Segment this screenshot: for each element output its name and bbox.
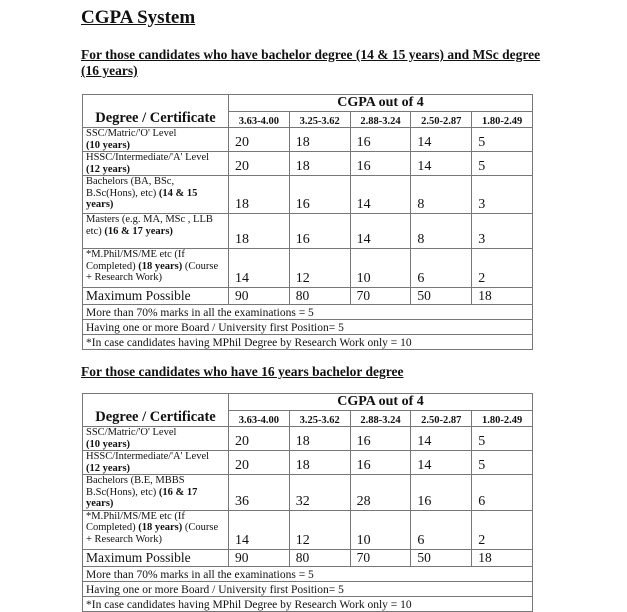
points-cell: 20 <box>229 451 290 475</box>
points-cell: 14 <box>229 249 290 288</box>
degree-label-part: SSC/Matric/'O' Level <box>86 427 177 438</box>
points-cell: 5 <box>472 427 533 451</box>
cgpa-header: CGPA out of 4 <box>229 95 533 112</box>
points-cell: 18 <box>289 152 350 176</box>
degree-cell <box>83 152 229 176</box>
points-cell: 20 <box>229 128 290 152</box>
maximum-value: 50 <box>411 549 472 566</box>
points-cell: 18 <box>229 176 290 214</box>
degree-cell <box>83 451 229 475</box>
table-row <box>83 451 533 475</box>
points-cell: 14 <box>229 510 290 549</box>
points-cell: 2 <box>472 249 533 288</box>
points-cell: 6 <box>472 475 533 511</box>
points-cell: 18 <box>229 214 290 249</box>
degree-cell <box>83 214 229 249</box>
maximum-value: 18 <box>472 549 533 566</box>
points-cell: 14 <box>411 451 472 475</box>
points-cell: 16 <box>411 475 472 511</box>
degree-label-part: HSSC/Intermediate/'A' Level <box>86 152 210 163</box>
points-cell: 10 <box>350 510 411 549</box>
points-cell: 18 <box>289 451 350 475</box>
points-cell: 3 <box>472 214 533 249</box>
note-text: More than 70% marks in all the examinations = 5 <box>83 566 533 581</box>
points-cell: 5 <box>472 128 533 152</box>
degree-cell <box>83 128 229 152</box>
degree-label-part: (16 & 17 years) <box>104 225 173 237</box>
degree-cell <box>83 475 229 511</box>
degree-label-part: (10 years) <box>86 139 131 151</box>
points-cell: 16 <box>350 128 411 152</box>
degree-label-part: (Course + Research Work) <box>86 260 219 283</box>
cgpa-range: 2.50-2.87 <box>411 112 472 128</box>
maximum-row <box>83 288 533 305</box>
degree-label-part: Bachelors (BA, BSc, B.Sc(Hons), etc) <box>86 176 175 199</box>
maximum-value: 50 <box>411 288 472 305</box>
note-row <box>83 581 533 596</box>
points-cell: 6 <box>411 510 472 549</box>
maximum-value: 90 <box>229 549 290 566</box>
points-cell: 14 <box>350 176 411 214</box>
degree-label-part: (16 & 17 years) <box>86 486 198 509</box>
points-cell: 16 <box>350 427 411 451</box>
points-cell: 14 <box>350 214 411 249</box>
maximum-value: 18 <box>472 288 533 305</box>
maximum-value: 80 <box>289 549 350 566</box>
section-1-subtitle: For those candidates who have bachelor degree (14 & 15 years) and MSc degree (16 years) <box>81 47 541 78</box>
maximum-label: Maximum Possible <box>83 549 229 566</box>
degree-label-part: SSC/Matric/'O' Level <box>86 128 177 139</box>
degree-label-part: (14 & 15 years) <box>86 187 198 210</box>
points-cell: 20 <box>229 152 290 176</box>
points-cell: 14 <box>411 128 472 152</box>
header-row <box>83 394 533 411</box>
degree-label-part: (18 years) <box>138 522 183 533</box>
degree-label-part: (10 years) <box>86 438 131 450</box>
maximum-value: 70 <box>350 288 411 305</box>
points-cell: 18 <box>289 427 350 451</box>
degree-label-part: *M.Phil/MS/ME etc (If Completed) <box>86 510 185 533</box>
points-cell: 32 <box>289 475 350 511</box>
points-cell: 16 <box>350 152 411 176</box>
points-cell: 16 <box>289 176 350 214</box>
table-row <box>83 475 533 511</box>
cgpa-range: 1.80-2.49 <box>472 411 533 427</box>
cgpa-range: 3.63-4.00 <box>229 112 290 128</box>
points-cell: 5 <box>472 152 533 176</box>
points-cell: 12 <box>289 249 350 288</box>
note-text: Having one or more Board / University first Position= 5 <box>83 320 533 335</box>
cgpa-range: 3.25-3.62 <box>289 411 350 427</box>
points-cell: 36 <box>229 475 290 511</box>
points-cell: 8 <box>411 176 472 214</box>
points-cell: 5 <box>472 451 533 475</box>
degree-label-part: HSSC/Intermediate/'A' Level <box>86 451 210 462</box>
cgpa-header: CGPA out of 4 <box>229 394 533 411</box>
note-row <box>83 566 533 581</box>
cgpa-range: 3.63-4.00 <box>229 411 290 427</box>
degree-label-part: Bachelors (B.E, MBBS B.Sc(Hons), etc) <box>86 475 185 498</box>
cgpa-table-1 <box>82 94 533 350</box>
page-title: CGPA System <box>81 7 196 28</box>
table-row <box>83 427 533 451</box>
note-row <box>83 320 533 335</box>
degree-cell <box>83 249 229 288</box>
points-cell: 20 <box>229 427 290 451</box>
header-row <box>83 95 533 112</box>
degree-header: Degree / Certificate <box>83 394 229 427</box>
degree-cell <box>83 176 229 214</box>
points-cell: 14 <box>411 427 472 451</box>
degree-label-part: *M.Phil/MS/ME etc (If Completed) <box>86 249 185 272</box>
points-cell: 14 <box>411 152 472 176</box>
degree-label-part: (12 years) <box>86 462 131 474</box>
points-cell: 6 <box>411 249 472 288</box>
points-cell: 16 <box>350 451 411 475</box>
table-row <box>83 249 533 288</box>
note-row <box>83 305 533 320</box>
points-cell: 3 <box>472 176 533 214</box>
note-text: *In case candidates having MPhil Degree by Research Work only = 10 <box>83 335 533 350</box>
table-row <box>83 214 533 249</box>
points-cell: 2 <box>472 510 533 549</box>
degree-label-part: (12 years) <box>86 163 131 175</box>
section-2-subtitle: For those candidates who have 16 years bachelor degree <box>81 364 404 379</box>
degree-label-part: (Course + Research Work) <box>86 522 219 545</box>
points-cell: 16 <box>289 214 350 249</box>
points-cell: 8 <box>411 214 472 249</box>
points-cell: 12 <box>289 510 350 549</box>
cgpa-table-2 <box>82 393 533 612</box>
maximum-value: 80 <box>289 288 350 305</box>
cgpa-range: 2.88-3.24 <box>350 112 411 128</box>
cgpa-range: 2.50-2.87 <box>411 411 472 427</box>
cgpa-range: 1.80-2.49 <box>472 112 533 128</box>
points-cell: 18 <box>289 128 350 152</box>
maximum-row <box>83 549 533 566</box>
cgpa-range: 3.25-3.62 <box>289 112 350 128</box>
table-row <box>83 128 533 152</box>
degree-label-part: (18 years) <box>138 260 183 272</box>
points-cell: 28 <box>350 475 411 511</box>
degree-header: Degree / Certificate <box>83 95 229 128</box>
note-text: More than 70% marks in all the examinations = 5 <box>83 305 533 320</box>
note-text: *In case candidates having MPhil Degree by Research Work only = 10 <box>83 596 533 611</box>
note-row <box>83 335 533 350</box>
degree-cell <box>83 427 229 451</box>
degree-label-part: Masters (e.g. MA, MSc , LLB etc) <box>86 214 213 237</box>
maximum-value: 90 <box>229 288 290 305</box>
maximum-label: Maximum Possible <box>83 288 229 305</box>
cgpa-range: 2.88-3.24 <box>350 411 411 427</box>
note-text: Having one or more Board / University first Position= 5 <box>83 581 533 596</box>
table-row <box>83 510 533 549</box>
table-row <box>83 176 533 214</box>
maximum-value: 70 <box>350 549 411 566</box>
degree-cell <box>83 510 229 549</box>
table-row <box>83 152 533 176</box>
points-cell: 10 <box>350 249 411 288</box>
